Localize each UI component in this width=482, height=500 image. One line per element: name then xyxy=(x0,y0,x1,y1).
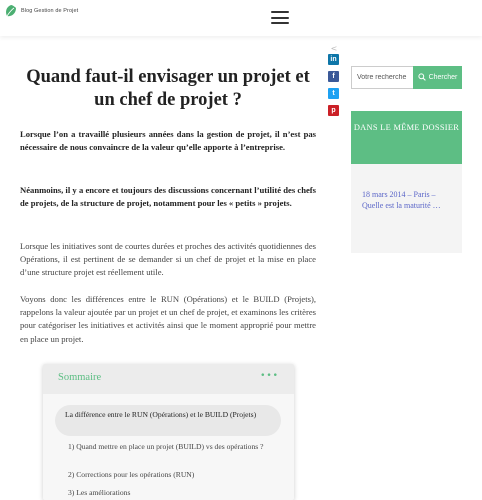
twitter-icon: t xyxy=(332,90,335,97)
site-logo[interactable] xyxy=(4,4,78,18)
same-folder-title: DANS LE MÊME DOSSIER xyxy=(351,111,462,164)
toc-header xyxy=(43,364,294,394)
logo-text: Blog Gestion de Projet xyxy=(21,8,79,14)
toc-title: Sommaire xyxy=(58,372,102,383)
toc-item-3[interactable]: 3) Les améliorations xyxy=(68,488,131,497)
linkedin-share-button[interactable] xyxy=(328,54,339,65)
same-folder-link[interactable]: 18 mars 2014 – Paris – Quelle est la maturité … xyxy=(362,190,441,210)
toc-item-main[interactable]: La différence entre le RUN (Opérations) et le BUILD (Projets) xyxy=(55,405,281,436)
article-paragraph-3: Lorsque les initiatives sont de courtes durées et proches des activités quotidiennes des Opérations, il est pertinent de se demander si un chef de projet et la mise en place d’une structure projet est réellement utile. xyxy=(20,241,316,278)
facebook-share-button[interactable] xyxy=(328,71,339,82)
facebook-icon: f xyxy=(332,73,335,80)
twitter-share-button[interactable] xyxy=(328,88,339,99)
share-bar xyxy=(328,44,340,122)
leaf-icon xyxy=(4,4,18,18)
search-icon xyxy=(418,73,426,83)
article-title: Quand faut-il envisager un projet et un chef de projet ? xyxy=(26,67,310,110)
article-title-block xyxy=(14,66,322,112)
pinterest-share-button[interactable] xyxy=(328,105,339,116)
linkedin-icon: in xyxy=(330,56,337,63)
article-paragraph-2: Néanmoins, il y a encore et toujours des discussions concernant l’utilité des chefs de projets, de la structure de projet, notamment pour les « petits » projets. xyxy=(20,185,316,209)
toc-toggle-icon[interactable]: ••• xyxy=(260,371,279,381)
search-form xyxy=(351,66,462,89)
table-of-contents xyxy=(43,364,294,500)
top-bar xyxy=(0,0,482,36)
toc-item-1[interactable]: 1) Quand mettre en place un projet (BUILD) vs des opérations ? xyxy=(68,442,264,451)
article-paragraph-4: Voyons donc les différences entre le RUN (Opérations) et le BUILD (Projets), rappelons la valeur ajoutée par un projet et un chef de projet, et examinons les critères pour catégoriser les initiatives et activités ainsi que le moment approprié pour mettre en place un projet. xyxy=(20,294,316,344)
pinterest-icon: p xyxy=(331,107,336,114)
share-icon[interactable]: < xyxy=(330,44,338,53)
toc-item-2[interactable]: 2) Corrections pour les opérations (RUN) xyxy=(68,470,195,479)
search-button[interactable] xyxy=(413,66,462,89)
search-button-label: Chercher xyxy=(428,74,458,81)
search-input[interactable] xyxy=(351,66,413,89)
same-folder-widget xyxy=(351,111,462,253)
hamburger-menu-icon[interactable] xyxy=(271,11,289,24)
article-paragraph-1: Lorsque l’on a travaillé plusieurs années dans la gestion de projet, il n’est pas nécessaire de nous convaincre de la valeur qu’elle apporte à l’entreprise. xyxy=(20,129,316,153)
